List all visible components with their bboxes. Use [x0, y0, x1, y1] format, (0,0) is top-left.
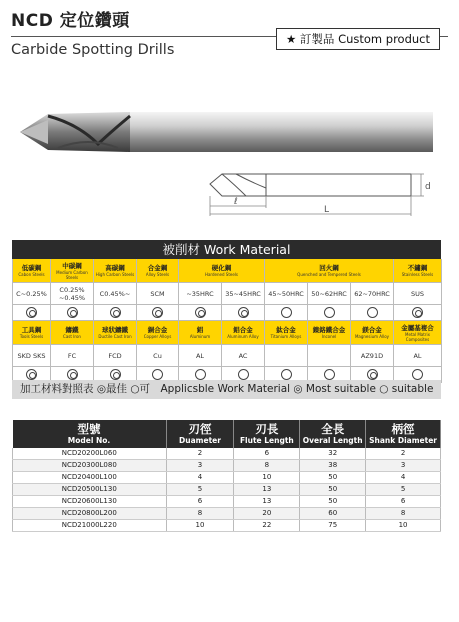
- table-cell: NCD20300L080: [13, 460, 167, 472]
- table-cell: 32: [300, 448, 366, 460]
- material-value: FCD: [94, 345, 137, 367]
- table-cell: NCD21000L220: [13, 520, 167, 532]
- material-header-cn: 鑄鐵: [65, 326, 79, 334]
- most-suitable-icon: [412, 307, 423, 318]
- material-header-cn: 鈦合金: [276, 326, 296, 334]
- table-cell: 2: [366, 448, 441, 460]
- page-title-cn: NCD 定位鑽頭: [11, 11, 130, 31]
- dim-L-label: L: [324, 205, 330, 215]
- material-header-cn: 鋁: [196, 326, 204, 334]
- table-cell: 8: [366, 508, 441, 520]
- material-header-en: Ductile Cast Iron: [98, 334, 132, 339]
- suitability-legend: 加工材料對照表 ◎最佳 ○可 Applicsble Work Material ◎ Most suitable ○ suitable: [12, 380, 441, 399]
- material-value: AL: [179, 345, 222, 367]
- suitability-cell: [13, 305, 51, 321]
- suitability-cell: [394, 305, 442, 321]
- material-header-en: Copper Alloys: [143, 334, 172, 339]
- table-cell: 8: [234, 460, 300, 472]
- dim-d-label: d: [425, 182, 431, 192]
- material-header: 不鏽鋼 Stainless Steels: [394, 259, 442, 283]
- material-value: SKD SKS: [13, 345, 51, 367]
- col-header-shank-diameter: 柄徑 Shank Diameter: [366, 420, 441, 448]
- most-suitable-icon: [67, 369, 78, 380]
- page-title-en: Carbide Spotting Drills: [11, 42, 175, 58]
- table-cell: 6: [366, 496, 441, 508]
- material-header-cn: 球狀鑄鐵: [102, 326, 128, 334]
- material-value: AZ91D: [351, 345, 394, 367]
- suitability-cell: [137, 305, 179, 321]
- material-header-cn: 鋁合金: [233, 326, 253, 334]
- material-value: 62~70HRC: [351, 283, 394, 305]
- work-material-table: [12, 240, 441, 383]
- material-value: C0.45%~: [94, 283, 137, 305]
- table-cell: 4: [166, 472, 234, 484]
- material-value: SCM: [137, 283, 179, 305]
- table-row: [13, 520, 441, 532]
- material-header-cn: 鎂合金: [362, 326, 382, 334]
- material-symbols-row1: [12, 305, 441, 321]
- most-suitable-icon: [152, 307, 163, 318]
- most-suitable-icon: [367, 369, 378, 380]
- suitability-cell: [265, 305, 308, 321]
- table-cell: NCD20600L130: [13, 496, 167, 508]
- table-row: [13, 496, 441, 508]
- table-cell: 10: [234, 472, 300, 484]
- table-cell: 6: [234, 448, 300, 460]
- table-cell: 22: [234, 520, 300, 532]
- material-header: [222, 321, 265, 345]
- material-header: [94, 321, 137, 345]
- suitable-icon: [195, 369, 206, 380]
- material-header: 回火鋼 Quenched and Tempered Steels: [265, 259, 394, 283]
- work-material-title: 被削材 Work Material: [12, 240, 441, 259]
- table-cell: 2: [166, 448, 234, 460]
- table-cell: 10: [366, 520, 441, 532]
- table-cell: 38: [300, 460, 366, 472]
- most-suitable-icon: [26, 369, 37, 380]
- material-header: 中碳鋼 Medium Carbon Steels: [51, 259, 94, 283]
- material-header: [308, 321, 351, 345]
- material-header-en: Aluminum: [189, 334, 211, 339]
- material-value: AL: [394, 345, 442, 367]
- table-cell: 6: [166, 496, 234, 508]
- material-header: [179, 321, 222, 345]
- material-header-cn: 鎳鉻鐵合金: [312, 326, 346, 334]
- drill-photo: [18, 110, 438, 158]
- material-header-en: Metal Matrix Composites: [405, 331, 430, 342]
- material-header: 低碳鋼 Cabon Steels: [13, 259, 51, 283]
- table-cell: 50: [300, 496, 366, 508]
- table-cell: 60: [300, 508, 366, 520]
- material-value: C~0.25%: [13, 283, 51, 305]
- material-header-en: Tools Steels: [19, 334, 44, 339]
- suitable-icon: [324, 307, 335, 318]
- material-value: C0.25% ~0.45%: [51, 283, 94, 305]
- material-value: [308, 345, 351, 367]
- material-header-en: Cast Iron: [63, 334, 81, 339]
- material-value: Cu: [137, 345, 179, 367]
- table-row: [13, 448, 441, 460]
- custom-product-badge: ★ 訂製品 Custom product: [276, 28, 440, 50]
- most-suitable-icon: [26, 307, 37, 318]
- table-row: [13, 472, 441, 484]
- table-cell: 10: [166, 520, 234, 532]
- dim-l-label: ℓ: [234, 197, 238, 207]
- suitability-cell: [351, 305, 394, 321]
- col-header-diameter: 刃徑 Duameter: [166, 420, 234, 448]
- col-header-overall-length: 全長 Overal Length: [300, 420, 366, 448]
- table-cell: 8: [166, 508, 234, 520]
- most-suitable-icon: [195, 307, 206, 318]
- material-header: [265, 321, 308, 345]
- table-cell: 4: [366, 472, 441, 484]
- material-header: [351, 321, 394, 345]
- suitable-icon: [238, 369, 249, 380]
- material-value: [265, 345, 308, 367]
- table-cell: 3: [366, 460, 441, 472]
- material-header: 合金鋼 Alloy Steels: [137, 259, 179, 283]
- material-header: 硬化鋼 Hardened Steels: [179, 259, 265, 283]
- table-cell: 13: [234, 496, 300, 508]
- table-cell: NCD20800L200: [13, 508, 167, 520]
- material-header: [13, 321, 51, 345]
- material-header: [394, 321, 442, 345]
- table-cell: NCD20200L060: [13, 448, 167, 460]
- suitability-cell: [51, 305, 94, 321]
- suitability-cell: [179, 305, 222, 321]
- material-header: [51, 321, 94, 345]
- col-header-flute-length: 刃長 Flute Length: [234, 420, 300, 448]
- most-suitable-icon: [67, 307, 78, 318]
- table-cell: 5: [366, 484, 441, 496]
- drill-drawing: [206, 168, 436, 224]
- material-header-en: Titanium Alloys: [270, 334, 302, 339]
- most-suitable-icon: [238, 307, 249, 318]
- material-value: SUS: [394, 283, 442, 305]
- material-value: ~35HRC: [179, 283, 222, 305]
- suitability-cell: [308, 305, 351, 321]
- material-values-row1: [12, 283, 441, 305]
- suitability-cell: [222, 305, 265, 321]
- suitable-icon: [281, 369, 292, 380]
- material-header-cn: 工具鋼: [21, 326, 42, 334]
- material-grid-row2: [12, 321, 441, 345]
- suitable-icon: [152, 369, 163, 380]
- material-header: [137, 321, 179, 345]
- material-header-en: Aluminum Alloy: [227, 334, 259, 339]
- table-cell: NCD20500L130: [13, 484, 167, 496]
- material-value: 35~45HRC: [222, 283, 265, 305]
- table-row: [13, 484, 441, 496]
- material-header-cn: 金屬基複合: [401, 323, 434, 332]
- suitability-cell: [94, 305, 137, 321]
- material-value: 50~62HRC: [308, 283, 351, 305]
- material-values-row2: [12, 345, 441, 367]
- table-cell: 20: [234, 508, 300, 520]
- table-row: [13, 460, 441, 472]
- table-cell: 3: [166, 460, 234, 472]
- most-suitable-icon: [110, 369, 121, 380]
- suitable-icon: [367, 307, 378, 318]
- table-cell: NCD20400L100: [13, 472, 167, 484]
- suitable-icon: [324, 369, 335, 380]
- most-suitable-icon: [110, 307, 121, 318]
- material-value: AC: [222, 345, 265, 367]
- material-header-en: Magnesium Alloy: [354, 334, 390, 339]
- table-cell: 75: [300, 520, 366, 532]
- material-value: FC: [51, 345, 94, 367]
- table-cell: 13: [234, 484, 300, 496]
- material-header-cn: 銅合金: [147, 326, 168, 334]
- material-value: 45~50HRC: [265, 283, 308, 305]
- product-table: [12, 420, 441, 532]
- table-cell: 5: [166, 484, 234, 496]
- table-row: [13, 508, 441, 520]
- col-header-model: 型號 Model No.: [13, 420, 167, 448]
- table-cell: 50: [300, 484, 366, 496]
- table-cell: 50: [300, 472, 366, 484]
- material-header: 高碳鋼 High Carbon Steels: [94, 259, 137, 283]
- suitable-icon: [412, 369, 423, 380]
- suitable-icon: [281, 307, 292, 318]
- material-grid-row1: [12, 259, 441, 283]
- material-header-en: Inconel: [321, 334, 337, 339]
